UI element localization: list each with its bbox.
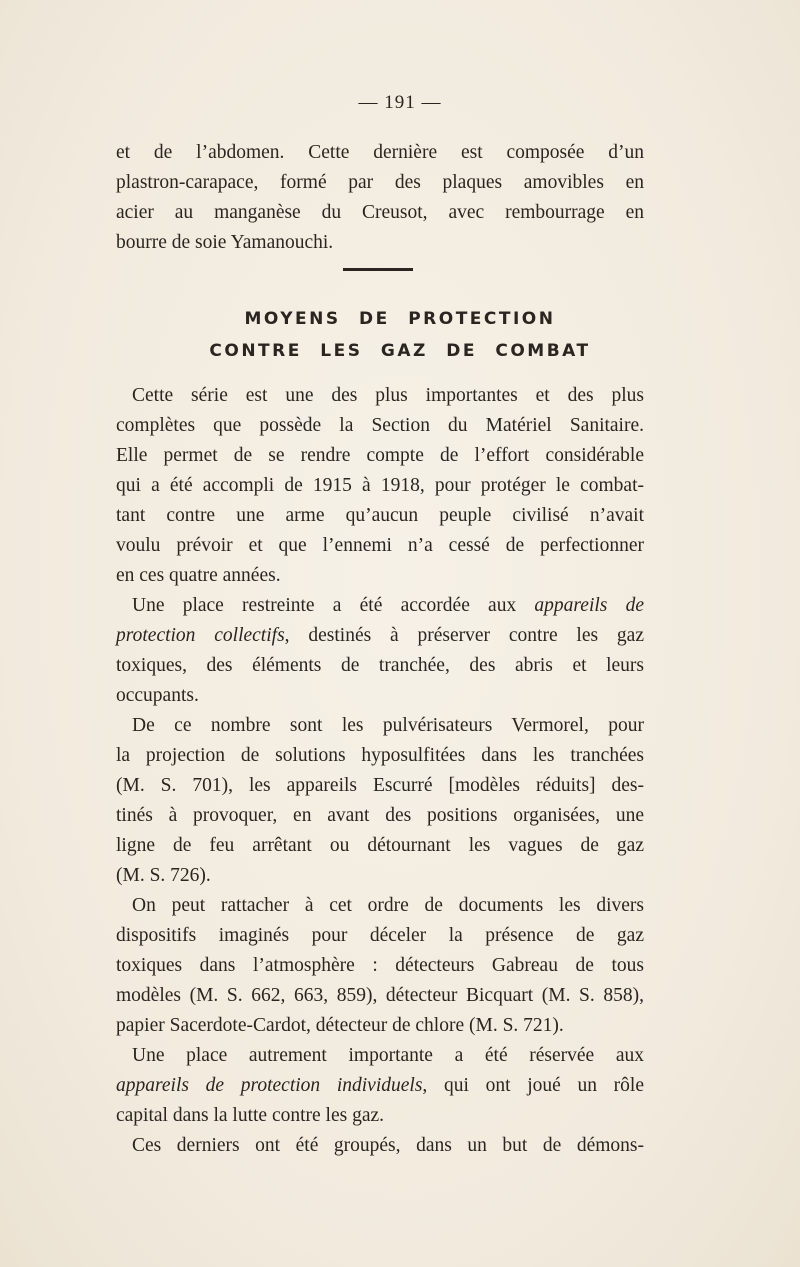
text-line: (M. S. 726).	[116, 865, 211, 886]
section-heading-line-2: CONTRE LES GAZ DE COMBAT	[209, 341, 591, 361]
text-line: toxiques dans l’atmosphère : détecteurs Gabreau de tous	[116, 955, 644, 976]
text-line: toxiques, des éléments de tranchée, des abris et leurs	[116, 655, 644, 676]
text-line: modèles (M. S. 662, 663, 859), détecteur Bicquart (M. S. 858),	[116, 985, 644, 1006]
text-line: tinés à provoquer, en avant des positions organisées, une	[116, 805, 644, 826]
section-heading-line-1: MOYENS DE PROTECTION	[244, 309, 556, 329]
text-line: On peut rattacher à cet ordre de documents les divers	[132, 895, 644, 916]
text-line: bourre de soie Yamanouchi.	[116, 232, 334, 253]
text-line: Ces derniers ont été groupés, dans un but de démons-	[132, 1135, 644, 1156]
text-line: la projection de solutions hyposulfitées dans les tranchées	[116, 745, 644, 766]
italic-term: appareils de protection individuels	[116, 1075, 423, 1096]
section-body	[116, 381, 644, 1161]
italic-term: appareils de	[534, 595, 644, 616]
text-line: acier au manganèse du Creusot, avec rembourrage en	[116, 202, 644, 223]
text-line: capital dans la lutte contre les gaz.	[116, 1105, 385, 1126]
text-span: , qui ont joué un rôle	[422, 1075, 644, 1096]
text-line: voulu prévoir et que l’ennemi n’a cessé de perfectionner	[116, 535, 644, 556]
text-span: Une place restreinte a été accordée aux	[132, 595, 535, 616]
text-line: plastron-carapace, formé par des plaques amovibles en	[116, 172, 644, 193]
text-line	[116, 591, 644, 621]
italic-term: protection collectifs	[116, 625, 285, 646]
text-span: , destinés à préserver contre les gaz	[284, 625, 644, 646]
intro-paragraph	[116, 138, 644, 258]
text-line: Cette série est une des plus importantes et des plus	[132, 385, 644, 406]
text-line	[116, 1071, 644, 1101]
text-line: occupants.	[116, 685, 199, 706]
text-line: Elle permet de se rendre compte de l’effort considérable	[116, 445, 644, 466]
text-line: papier Sacerdote-Cardot, détecteur de chlore (M. S. 721).	[116, 1015, 564, 1036]
page-number: — 191 —	[358, 92, 442, 113]
text-line: Une place autrement importante a été réservée aux	[132, 1045, 644, 1066]
section-divider	[343, 268, 413, 271]
text-line: ligne de feu arrêtant ou détournant les vagues de gaz	[116, 835, 644, 856]
text-line: en ces quatre années.	[116, 565, 281, 586]
text-line	[116, 621, 644, 651]
text-line: De ce nombre sont les pulvérisateurs Vermorel, pour	[132, 715, 644, 736]
text-line: tant contre une arme qu’aucun peuple civilisé n’avait	[116, 505, 644, 526]
text-line: qui a été accompli de 1915 à 1918, pour protéger le combat-	[116, 475, 644, 496]
text-line: et de l’abdomen. Cette dernière est composée d’un	[116, 142, 644, 163]
text-line: (M. S. 701), les appareils Escurré [modèles réduits] des-	[116, 775, 644, 796]
text-line: complètes que possède la Section du Matériel Sanitaire.	[116, 415, 644, 436]
text-line: dispositifs imaginés pour déceler la présence de gaz	[116, 925, 644, 946]
